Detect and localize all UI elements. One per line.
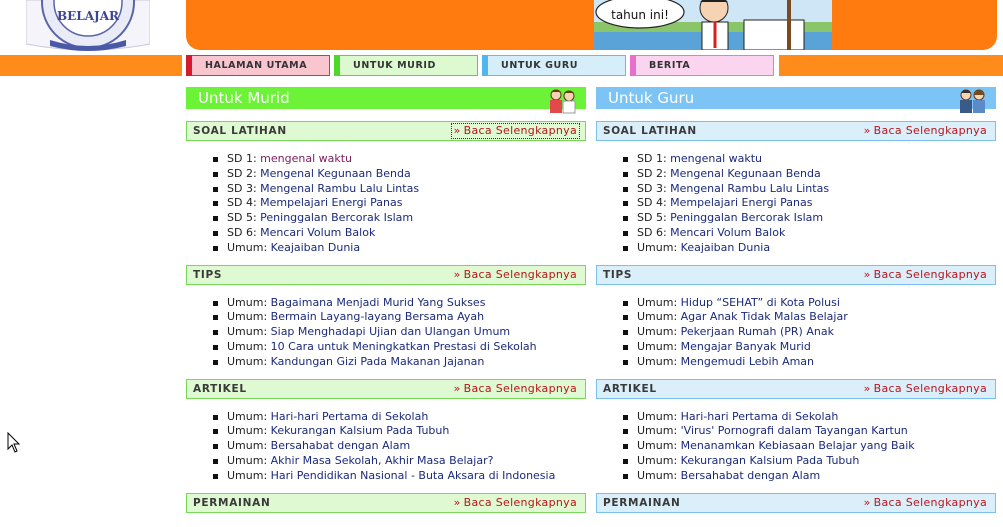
nav-strip-right xyxy=(779,55,1003,76)
list-item: SD 5: Peninggalan Bercorak Islam xyxy=(213,211,586,226)
list-item: Umum: Mengajar Banyak Murid xyxy=(623,340,996,355)
list-link[interactable]: Mengenal Kegunaan Benda xyxy=(260,166,411,180)
mouse-cursor-icon xyxy=(7,432,21,454)
list-item: Umum: Keajaiban Dunia xyxy=(213,241,586,256)
list-item: Umum: Bersahabat dengan Alam xyxy=(623,469,996,484)
comic-illustration xyxy=(594,0,832,50)
list-link[interactable]: Mencari Volum Balok xyxy=(260,225,376,239)
list-item: SD 4: Mempelajari Energi Panas xyxy=(623,196,996,211)
section-title: PERMAINAN xyxy=(603,496,681,509)
students-icon xyxy=(546,87,580,115)
list-link[interactable]: Hari-hari Pertama di Sekolah xyxy=(680,409,839,423)
list-item: SD 4: Mempelajari Energi Panas xyxy=(213,196,586,211)
guru-column-title: Untuk Guru xyxy=(608,89,695,107)
guru-artikel-bar xyxy=(596,379,996,399)
list-item: Umum: Siap Menghadapi Ujian dan Ulangan Umum xyxy=(213,325,586,340)
murid-artikel-more-link[interactable]: » Baca Selengkapnya xyxy=(453,381,577,395)
list-item: SD 6: Mencari Volum Balok xyxy=(623,226,996,241)
list-item: SD 5: Peninggalan Bercorak Islam xyxy=(623,211,996,226)
list-item: Umum: 10 Cara untuk Meningkatkan Prestasi di Sekolah xyxy=(213,340,586,355)
list-link[interactable]: 'Virus' Pornografi dalam Tayangan Kartun xyxy=(680,424,908,438)
list-link[interactable]: Bersahabat dengan Alam xyxy=(680,468,821,482)
list-link[interactable]: Agar Anak Tidak Malas Belajar xyxy=(680,310,848,324)
guru-soal-latihan-list xyxy=(596,152,996,256)
list-link[interactable]: Mengemudi Lebih Aman xyxy=(680,354,815,368)
list-link[interactable]: Siap Menghadapi Ujian dan Ulangan Umum xyxy=(270,325,511,339)
list-link[interactable]: Bersahabat dengan Alam xyxy=(270,439,411,453)
list-link[interactable]: Kekurangan Kalsium Pada Tubuh xyxy=(270,424,450,438)
list-link[interactable]: Keajaiban Dunia xyxy=(270,240,361,254)
logo-text: BELAJAR xyxy=(57,9,119,23)
double-chevron-right-icon: » xyxy=(863,495,871,509)
list-item: SD 6: Mencari Volum Balok xyxy=(213,226,586,241)
section-title: ARTIKEL xyxy=(193,382,247,395)
section-title: PERMAINAN xyxy=(193,496,271,509)
tab-halaman-utama[interactable]: HALAMAN UTAMA xyxy=(186,55,330,76)
murid-column xyxy=(186,87,586,513)
list-item: SD 1: mengenal waktu xyxy=(213,152,586,167)
murid-soal-latihan-list xyxy=(186,152,586,256)
murid-column-header xyxy=(186,87,586,109)
double-chevron-right-icon: » xyxy=(453,124,461,137)
guru-tips-bar xyxy=(596,265,996,285)
guru-artikel-list xyxy=(596,410,996,484)
list-item: Umum: Kekurangan Kalsium Pada Tubuh xyxy=(213,424,586,439)
list-link[interactable]: mengenal waktu xyxy=(260,152,353,165)
section-title: TIPS xyxy=(193,268,223,281)
guru-soal-latihan-more-link[interactable]: » Baca Selengkapnya xyxy=(863,124,987,137)
murid-permainan-bar xyxy=(186,493,586,513)
list-item: SD 2: Mengenal Kegunaan Benda xyxy=(623,167,996,182)
list-link[interactable]: Hidup “SEHAT” di Kota Polusi xyxy=(680,295,840,309)
murid-tips-bar xyxy=(186,265,586,285)
murid-tips-more-link[interactable]: » Baca Selengkapnya xyxy=(453,267,577,281)
list-item: Umum: Hari-hari Pertama di Sekolah xyxy=(623,410,996,425)
list-link[interactable]: Mempelajari Energi Panas xyxy=(260,196,403,210)
nav-bar xyxy=(0,55,1003,76)
list-item: Umum: Keajaiban Dunia xyxy=(623,241,996,256)
teachers-icon xyxy=(956,87,990,115)
list-link[interactable]: Kandungan Gizi Pada Makanan Jajanan xyxy=(270,354,485,368)
list-link[interactable]: Mencari Volum Balok xyxy=(670,225,786,239)
guru-permainan-bar xyxy=(596,493,996,513)
list-item: Umum: Kekurangan Kalsium Pada Tubuh xyxy=(623,454,996,469)
list-link[interactable]: Kekurangan Kalsium Pada Tubuh xyxy=(680,453,860,467)
list-item: Umum: Akhir Masa Sekolah, Akhir Masa Belajar? xyxy=(213,454,586,469)
murid-artikel-list xyxy=(186,410,586,484)
list-link[interactable]: Bagaimana Menjadi Murid Yang Sukses xyxy=(270,295,486,309)
list-link[interactable]: Mengenal Rambu Lalu Lintas xyxy=(670,181,830,195)
list-link[interactable]: Peninggalan Bercorak Islam xyxy=(670,211,824,225)
double-chevron-right-icon: » xyxy=(863,267,871,281)
list-link[interactable]: Pekerjaan Rumah (PR) Anak xyxy=(680,325,834,339)
list-item: Umum: Bagaimana Menjadi Murid Yang Sukses xyxy=(213,296,586,311)
list-item: Umum: Agar Anak Tidak Malas Belajar xyxy=(623,310,996,325)
list-item: Umum: Pekerjaan Rumah (PR) Anak xyxy=(623,325,996,340)
murid-column-title: Untuk Murid xyxy=(198,89,290,107)
list-link[interactable]: 10 Cara untuk Meningkatkan Prestasi di Sekolah xyxy=(270,339,537,353)
list-item: Umum: Hari Pendidikan Nasional - Buta Aksara di Indonesia xyxy=(213,469,586,484)
double-chevron-right-icon: » xyxy=(453,381,461,395)
list-item: SD 3: Mengenal Rambu Lalu Lintas xyxy=(623,182,996,197)
list-link[interactable]: Mengenal Rambu Lalu Lintas xyxy=(260,181,420,195)
double-chevron-right-icon: » xyxy=(453,495,461,509)
list-link[interactable]: Hari-hari Pertama di Sekolah xyxy=(270,409,429,423)
section-title: ARTIKEL xyxy=(603,382,657,395)
murid-artikel-bar xyxy=(186,379,586,399)
site-logo[interactable] xyxy=(26,0,150,52)
double-chevron-right-icon: » xyxy=(863,124,871,137)
guru-permainan-more-link[interactable]: » Baca Selengkapnya xyxy=(863,495,987,509)
list-link[interactable]: mengenal waktu xyxy=(670,152,763,165)
list-item: Umum: Mengemudi Lebih Aman xyxy=(623,355,996,370)
list-link[interactable]: Bermain Layang-layang Bersama Ayah xyxy=(270,310,485,324)
tab-untuk-murid[interactable]: UNTUK MURID xyxy=(334,55,478,76)
list-link[interactable]: Mempelajari Energi Panas xyxy=(670,196,813,210)
list-item: SD 3: Mengenal Rambu Lalu Lintas xyxy=(213,182,586,197)
tab-berita[interactable]: BERITA xyxy=(630,55,774,76)
murid-permainan-more-link[interactable]: » Baca Selengkapnya xyxy=(453,495,577,509)
header-banner xyxy=(186,0,997,50)
list-item: Umum: Bersahabat dengan Alam xyxy=(213,439,586,454)
list-item: Umum: Bermain Layang-layang Bersama Ayah xyxy=(213,310,586,325)
murid-tips-list xyxy=(186,296,586,370)
list-link[interactable]: Akhir Masa Sekolah, Akhir Masa Belajar? xyxy=(270,453,494,467)
murid-soal-latihan-more-link[interactable]: » Baca Selengkapnya xyxy=(451,123,580,139)
list-link[interactable]: Menanamkan Kebiasaan Belajar yang Baik xyxy=(680,439,915,453)
guru-tips-more-link[interactable]: » Baca Selengkapnya xyxy=(863,267,987,281)
list-item: SD 2: Mengenal Kegunaan Benda xyxy=(213,167,586,182)
guru-tips-list xyxy=(596,296,996,370)
nav-strip-left xyxy=(0,55,182,76)
list-link[interactable]: Hari Pendidikan Nasional - Buta Aksara di Indonesia xyxy=(270,468,556,482)
list-link[interactable]: Peninggalan Bercorak Islam xyxy=(260,211,414,225)
guru-column-header xyxy=(596,87,996,109)
list-link[interactable]: Mengenal Kegunaan Benda xyxy=(670,166,821,180)
list-link[interactable]: Keajaiban Dunia xyxy=(680,240,771,254)
comic-speech-text: tahun ini! xyxy=(611,8,669,22)
section-title: SOAL LATIHAN xyxy=(193,125,287,137)
section-title: TIPS xyxy=(603,268,633,281)
list-item: Umum: Hari-hari Pertama di Sekolah xyxy=(213,410,586,425)
guru-artikel-more-link[interactable]: » Baca Selengkapnya xyxy=(863,381,987,395)
list-link[interactable]: Mengajar Banyak Murid xyxy=(680,339,811,353)
list-item: Umum: Hidup “SEHAT” di Kota Polusi xyxy=(623,296,996,311)
double-chevron-right-icon: » xyxy=(453,267,461,281)
double-chevron-right-icon: » xyxy=(863,381,871,395)
list-item: Umum: 'Virus' Pornografi dalam Tayangan Kartun xyxy=(623,424,996,439)
murid-soal-latihan-bar xyxy=(186,121,586,141)
guru-column xyxy=(596,87,996,513)
tab-untuk-guru[interactable]: UNTUK GURU xyxy=(482,55,626,76)
section-title: SOAL LATIHAN xyxy=(603,125,697,137)
list-item: SD 1: mengenal waktu xyxy=(623,152,996,167)
guru-soal-latihan-bar xyxy=(596,121,996,141)
list-item: Umum: Menanamkan Kebiasaan Belajar yang Baik xyxy=(623,439,996,454)
list-item: Umum: Kandungan Gizi Pada Makanan Jajanan xyxy=(213,355,586,370)
